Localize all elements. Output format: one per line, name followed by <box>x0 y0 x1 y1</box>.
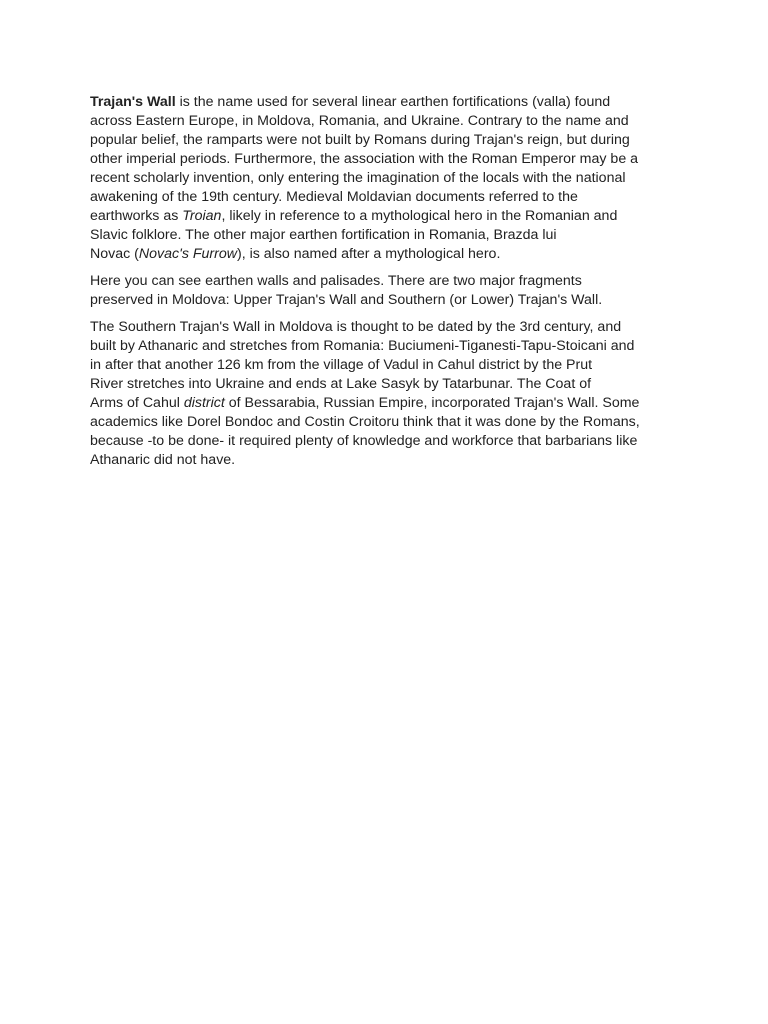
text-line <box>90 318 690 337</box>
document-body <box>90 93 690 478</box>
paragraph <box>90 272 690 310</box>
text-line <box>90 272 690 291</box>
bold-text: Trajan's Wall <box>90 94 176 110</box>
text-segment: in after that another 126 km from the village of Vadul in Cahul district by the Prut <box>90 357 593 373</box>
text-segment: Here you can see earthen walls and palisades. There are two major fragments <box>90 273 582 289</box>
text-line <box>90 413 690 432</box>
text-line <box>90 188 690 207</box>
text-segment: River stretches into Ukraine and ends at Lake Sasyk by Tatarbunar. The Coat of <box>90 376 592 392</box>
text-segment: The Southern Trajan's Wall in Moldova is thought to be dated by the 3rd century, and <box>90 319 622 335</box>
italic-text: Novac's Furrow <box>138 246 237 262</box>
text-line <box>90 131 690 150</box>
text-line <box>90 112 690 131</box>
text-segment: preserved in Moldova: Upper Trajan's Wall and Southern (or Lower) Trajan's Wall. <box>90 292 603 308</box>
text-segment: academics like Dorel Bondoc and Costin Croitoru think that it was done by the Romans, <box>90 414 640 430</box>
paragraph <box>90 93 690 264</box>
text-segment: popular belief, the ramparts were not built by Romans during Trajan's reign, but during <box>90 132 630 148</box>
text-line <box>90 226 690 245</box>
text-line <box>90 432 690 451</box>
italic-text: Troian <box>182 208 222 224</box>
text-segment: built by Athanaric and stretches from Romania: Buciumeni-Tiganesti-Tapu-Stoicani and <box>90 338 635 354</box>
text-segment: is the name used for several linear earthen fortifications (valla) found <box>175 94 611 110</box>
text-segment: , likely in reference to a mythological hero in the Romanian and <box>221 208 618 224</box>
italic-text: district <box>183 395 225 411</box>
text-line <box>90 394 690 413</box>
text-line <box>90 93 690 112</box>
text-segment: awakening of the 19th century. Medieval Moldavian documents referred to the <box>90 189 578 205</box>
text-segment: earthworks as <box>90 208 183 224</box>
text-line <box>90 169 690 188</box>
text-line <box>90 207 690 226</box>
text-segment: Athanaric did not have. <box>90 452 236 468</box>
text-segment: of Bessarabia, Russian Empire, incorporated Trajan's Wall. Some <box>224 395 640 411</box>
text-line <box>90 375 690 394</box>
text-line <box>90 245 690 264</box>
text-line <box>90 150 690 169</box>
paragraph <box>90 318 690 470</box>
text-segment: because -to be done- it required plenty of knowledge and workforce that barbarians like <box>90 433 638 449</box>
text-segment: recent scholarly invention, only entering the imagination of the locals with the national <box>90 170 626 186</box>
text-segment: Arms of Cahul <box>90 395 184 411</box>
text-segment: across Eastern Europe, in Moldova, Romania, and Ukraine. Contrary to the name and <box>90 113 629 129</box>
text-line <box>90 337 690 356</box>
text-segment: Slavic folklore. The other major earthen fortification in Romania, Brazda lui <box>90 227 557 243</box>
text-line <box>90 451 690 470</box>
text-segment: Novac ( <box>90 246 139 262</box>
text-line <box>90 356 690 375</box>
text-segment: ), is also named after a mythological hero. <box>237 246 501 262</box>
text-segment: other imperial periods. Furthermore, the association with the Roman Emperor may be a <box>90 151 639 167</box>
text-line <box>90 291 690 310</box>
